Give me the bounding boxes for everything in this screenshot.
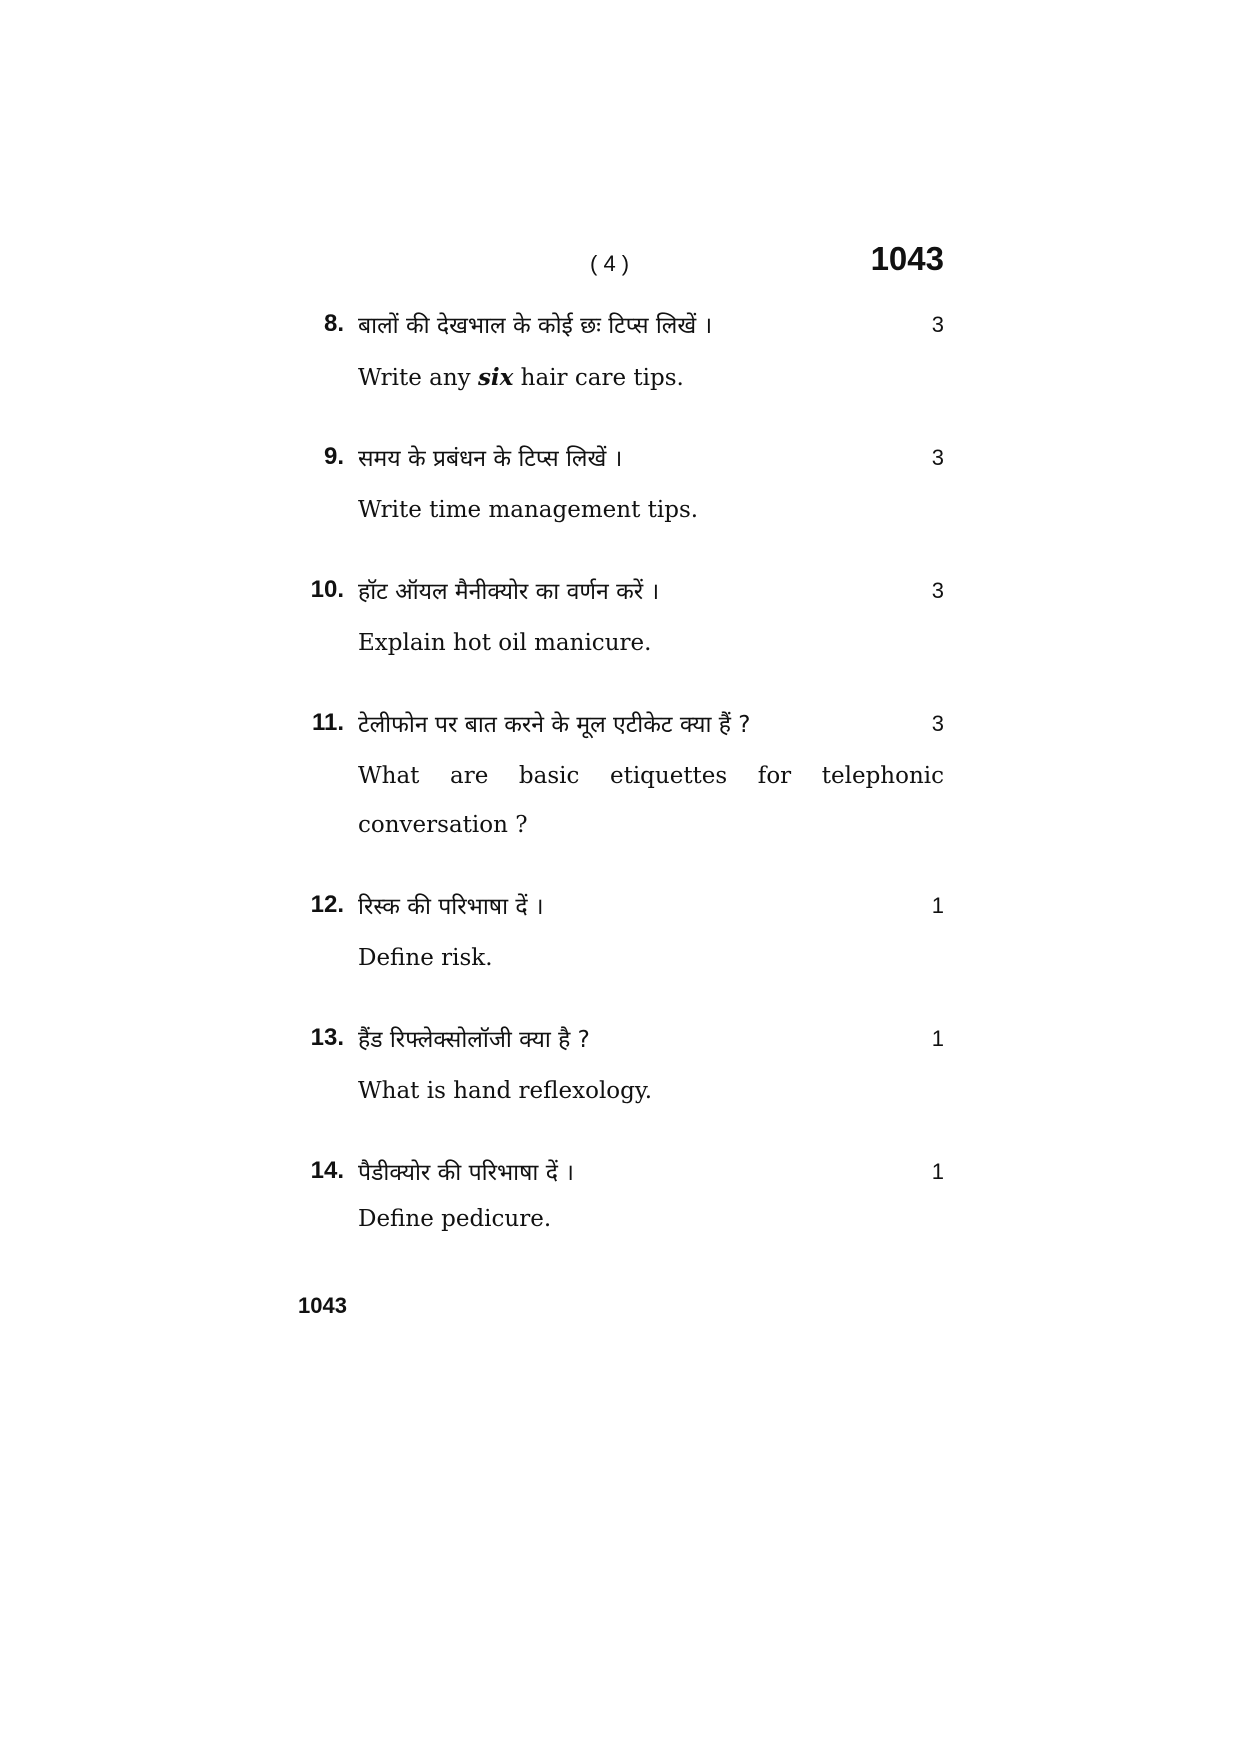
question-hindi-line xyxy=(290,891,944,931)
question-marks: 1 xyxy=(931,893,944,918)
page-number: ( 4 ) xyxy=(590,251,630,276)
question-14 xyxy=(290,1157,944,1232)
english-emphasis: six xyxy=(477,364,514,391)
question-text-hindi: पैडीक्योर की परिभाषा दें । xyxy=(358,1160,574,1186)
question-text-english: Write time management tips. xyxy=(358,497,699,523)
paper-code-footer: 1043 xyxy=(298,1293,347,1318)
question-hindi-line xyxy=(290,1024,944,1064)
question-text-hindi: टेलीफोन पर बात करने के मूल एटीकेट क्या हैं ? xyxy=(358,712,751,738)
question-number: 9. xyxy=(323,443,344,470)
question-text-english xyxy=(358,752,944,850)
paper-code-header: 1043 xyxy=(870,240,944,277)
question-text-english: What is hand reflexology. xyxy=(358,1078,653,1104)
question-9 xyxy=(290,443,944,523)
question-text-english: Define pedicure. xyxy=(358,1206,552,1232)
question-marks: 3 xyxy=(931,711,944,736)
question-text-hindi: हॉट ऑयल मैनीक्योर का वर्णन करें । xyxy=(358,579,660,605)
question-12 xyxy=(290,891,944,971)
question-text-english: Explain hot oil manicure. xyxy=(358,630,652,656)
question-hindi-line xyxy=(290,443,944,483)
question-marks: 3 xyxy=(931,312,944,337)
question-8 xyxy=(290,310,944,391)
english-line-2: conversation ? xyxy=(358,812,528,838)
question-number: 12. xyxy=(310,891,344,918)
question-number: 14. xyxy=(310,1157,344,1184)
english-line-1: What are basic etiquettes for telephonic xyxy=(358,763,944,789)
question-text-hindi: हैंड रिफ्लेक्सोलॉजी क्या है ? xyxy=(358,1027,590,1053)
question-marks: 3 xyxy=(931,445,944,470)
question-hindi-line xyxy=(290,1157,944,1197)
question-hindi-line xyxy=(290,709,944,749)
question-marks: 1 xyxy=(931,1159,944,1184)
question-marks: 3 xyxy=(931,578,944,603)
question-hindi-line xyxy=(290,310,944,350)
question-hindi-line xyxy=(290,576,944,616)
question-number: 10. xyxy=(310,576,344,603)
question-text-hindi: रिस्क की परिभाषा दें । xyxy=(358,894,544,920)
question-13 xyxy=(290,1024,944,1104)
question-text-hindi: बालों की देखभाल के कोई छः टिप्स लिखें । xyxy=(358,313,713,339)
english-text-part: Write any xyxy=(358,365,478,391)
question-text-english xyxy=(358,353,944,403)
question-number: 11. xyxy=(311,709,344,736)
question-11 xyxy=(290,709,944,838)
question-number: 13. xyxy=(310,1024,344,1051)
english-text-part: hair care tips. xyxy=(513,365,684,391)
question-marks: 1 xyxy=(931,1026,944,1051)
question-number: 8. xyxy=(323,310,344,337)
question-text-hindi: समय के प्रबंधन के टिप्स लिखें । xyxy=(358,446,623,472)
question-text-english: Define risk. xyxy=(358,945,493,971)
question-10 xyxy=(290,576,944,656)
